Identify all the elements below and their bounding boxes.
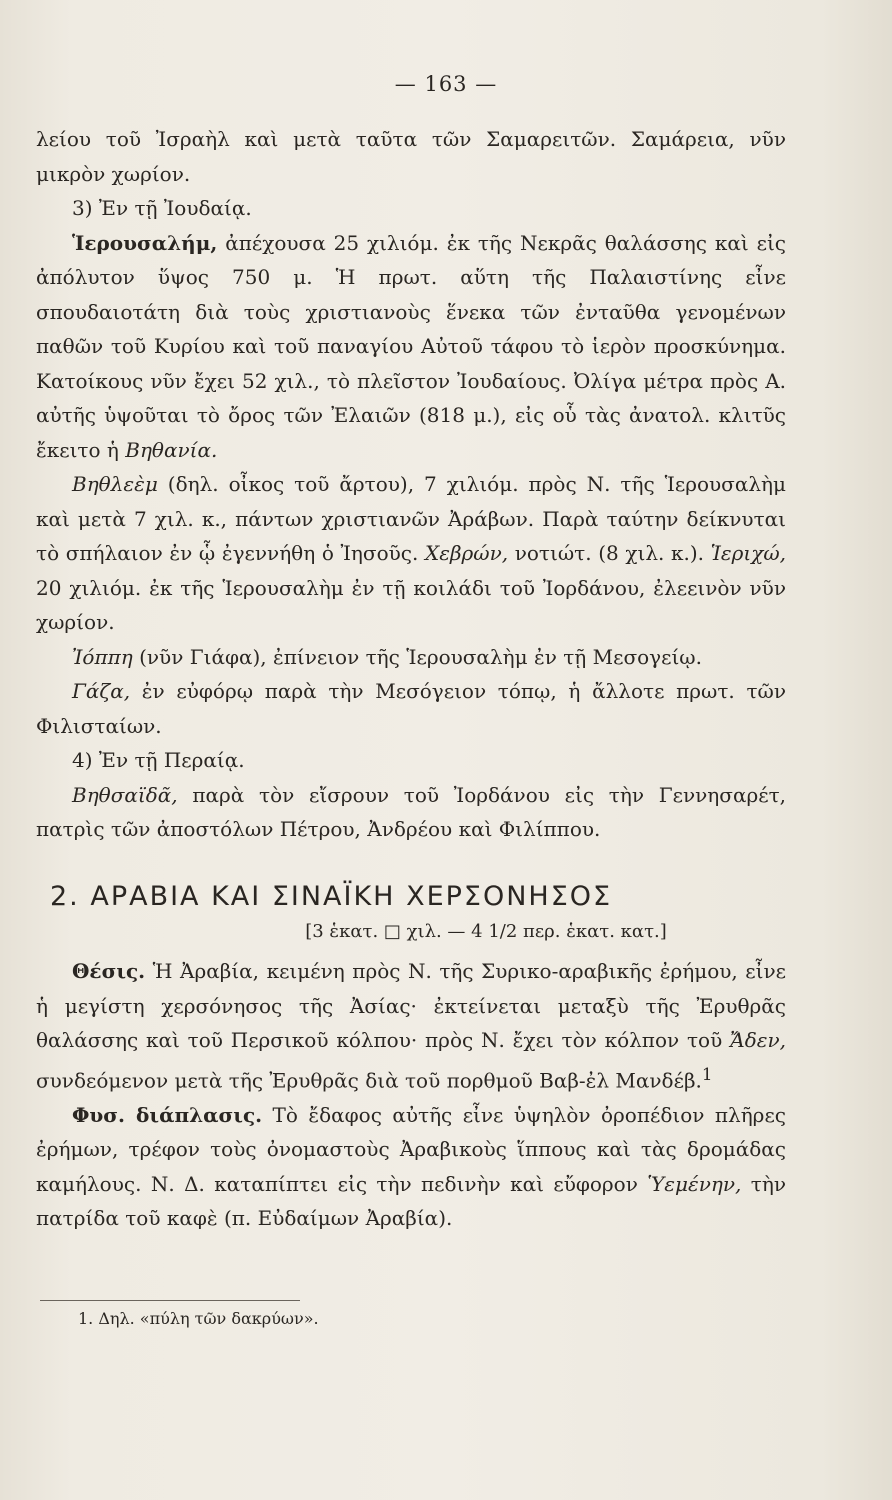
- term-aden: Ἄδεν,: [730, 1028, 786, 1052]
- paragraph-text: ἀπέχουσα 25 χιλιόμ. ἐκ τῆς Νεκρᾶς θαλάσσης καὶ εἰς ἀπόλυτον ὕψος 750 μ. Ἡ πρωτ. αὕτη τῆς Παλαιστίνης εἶνε σπουδαιοτάτη διὰ τοὺς χριστιανοὺς ἕνεκα τῶν ἐνταῦθα γενομένων παθῶν τοῦ Κυρίου καὶ τοῦ παναγίου Αὐτοῦ τάφου τὸ ἱερὸν προσκύνημα. Κατοίκους νῦν ἔχει 52 χιλ., τὸ πλεῖστον Ἰουδαίους. Ὀλίγα μέτρα πρὸς Α. αὐτῆς ὑψοῦται τὸ ὄρος τῶν Ἐλαιῶν (818 μ.), εἰς οὗ τὰς ἀνατολ. κλιτῦς ἔκειτο ἡ: [36, 230, 786, 462]
- paragraph-bethsaida: [36, 778, 786, 847]
- paragraph-text: Ἡ Ἀραβία, κειμένη πρὸς Ν. τῆς Συρικο-αραβικῆς ἐρήμου, εἶνε ἡ μεγίστη χερσόνησος τῆς Ἀσίας· ἐκτείνεται μεταξὺ τῆς Ἐρυθρᾶς θαλάσσης καὶ τοῦ Περσικοῦ κόλπου· πρὸς Ν. ἔχει τὸν κόλπον τοῦ: [36, 959, 786, 1052]
- section-judea: [36, 191, 786, 226]
- paragraph-text: νοτιώτ. (8 χιλ. κ.).: [508, 541, 711, 565]
- chapter-heading: 2. ΑΡΑΒΙΑ ΚΑΙ ΣΙΝΑΪΚΗ ΧΕΡΣΟΝΗΣΟΣ: [50, 881, 613, 912]
- paragraph-text: ἐν εὐφόρῳ παρὰ τὴν Μεσόγειον τόπῳ, ἡ ἄλλοτε πρωτ. τῶν Φιλισταίων.: [36, 679, 786, 738]
- text-block-top: [36, 122, 786, 847]
- term-yemen: Ὑεμένην,: [647, 1171, 742, 1196]
- term-jerusalem: Ἱερουσαλήμ,: [72, 230, 218, 255]
- paragraph-bethlehem: [36, 467, 786, 640]
- paragraph-text: συνδεόμενον μετὰ τῆς Ἐρυθρᾶς διὰ τοῦ πορθμοῦ Βαβ-ἐλ Μανδέβ.: [36, 1068, 702, 1093]
- footnote-divider: [40, 1300, 300, 1301]
- paragraph-text: Τὸ ἔδαφος αὐτῆς εἶνε ὑψηλὸν ὀροπέδιον πλῆρες ἐρήμων, τρέφον τοὺς ὀνομαστοὺς Ἀραβικοὺς ἵππους καὶ τὰς δρομάδας καμήλους. Ν. Δ. καταπίπτει εἰς τὴν πεδινὴν καὶ εὔφορον: [36, 1102, 787, 1196]
- paragraph-text: 20 χιλιόμ. ἐκ τῆς Ἱερουσαλὴμ ἐν τῇ κοιλάδι τοῦ Ἰορδάνου, ἐλεεινὸν νῦν χωρίον.: [36, 575, 786, 634]
- paragraph-samaria: [36, 122, 786, 191]
- term-bethany: Βηθανία.: [125, 437, 218, 462]
- term-gaza: Γάζα,: [72, 679, 131, 703]
- term-position: Θέσις.: [72, 959, 146, 983]
- paragraph-jerusalem: [36, 226, 786, 468]
- term-joppa: Ἰόππη: [72, 644, 133, 669]
- footnote: 1. Δηλ. «πύλη τῶν δακρύων».: [78, 1309, 319, 1328]
- paragraph-text: (δηλ. οἶκος τοῦ ἄρτου), 7 χιλιόμ. πρὸς Ν. τῆς Ἱερουσαλὴμ καὶ μετὰ 7 χιλ. κ., πάντων χριστιανῶν Ἀράβων. Παρὰ ταύτην δείκνυται τὸ σπήλαιον ἐν ᾧ ἐγεννήθη ὁ Ἰησοῦς.: [36, 472, 786, 565]
- section-peraea: [36, 743, 786, 778]
- paragraph-joppa: [36, 640, 786, 675]
- term-bethsaida: Βηθσαϊδᾶ,: [72, 782, 178, 807]
- paragraph-position: [36, 954, 786, 1098]
- paragraph-text: τὴν πατρίδα τοῦ καφὲ (π. Εὐδαίμων Ἀραβία).: [36, 1171, 787, 1231]
- section-label: 4) Ἐν τῇ Περαίᾳ.: [72, 748, 245, 772]
- term-jericho: Ἱεριχώ,: [710, 541, 787, 565]
- term-hebron: Χεβρών,: [424, 541, 509, 565]
- paragraph-physical: [36, 1098, 786, 1236]
- paragraph-gaza: [36, 674, 786, 743]
- page-number: — 163 —: [394, 72, 498, 96]
- paragraph-text: (νῦν Γιάφα), ἐπίνειον τῆς Ἱερουσαλὴμ ἐν τῇ Μεσογείῳ.: [132, 644, 702, 669]
- term-bethlehem: Βηθλεὲμ: [72, 472, 158, 496]
- term-physical-form: Φυσ. διάπλασις.: [72, 1102, 263, 1127]
- text-block-bottom: [36, 954, 786, 1236]
- chapter-subheading: [3 ἑκατ. □ χιλ. — 4 1/2 περ. ἑκατ. κατ.]: [305, 921, 667, 942]
- section-label: 3) Ἐν τῇ Ἰουδαίᾳ.: [72, 196, 252, 220]
- paragraph-text: παρὰ τὸν εἴσρουν τοῦ Ἰορδάνου εἰς τὴν Γεννησαρέτ, πατρὶς τῶν ἀποστόλων Πέτρου, Ἀνδρέου καὶ Φιλίππου.: [36, 782, 786, 841]
- paragraph-text: λείου τοῦ Ἰσραὴλ καὶ μετὰ ταῦτα τῶν Σαμαρειτῶν. Σαμάρεια, νῦν μικρὸν χωρίον.: [36, 127, 786, 186]
- footnote-marker: 1: [701, 1064, 713, 1084]
